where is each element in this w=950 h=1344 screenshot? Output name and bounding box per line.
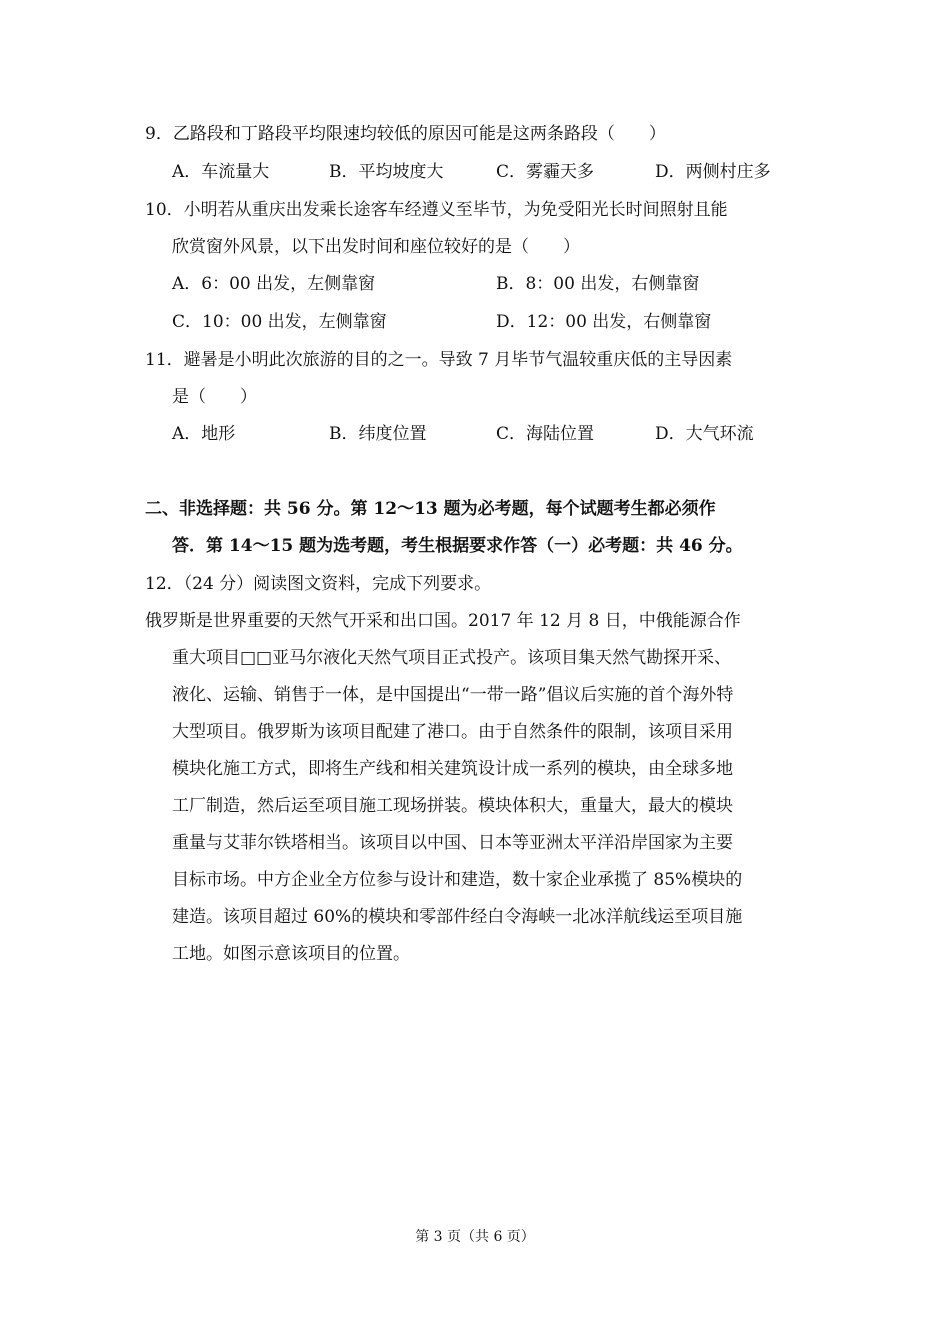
q10-stem-line1: 10．小明若从重庆出发乘长途客车经遵义至毕节，为免受阳光长时间照射且能 bbox=[145, 200, 728, 220]
q12-passage-line: 建造。该项目超过 60%的模块和零部件经白令海峡一北冰洋航线运至项目施 bbox=[172, 907, 743, 927]
q10-option-d: D．12：00 出发，右侧靠窗 bbox=[496, 312, 712, 332]
q9-option-b: B．平均坡度大 bbox=[329, 162, 444, 182]
q12-passage-line: 液化、运输、销售于一体，是中国提出“一带一路”倡议后实施的首个海外特 bbox=[172, 685, 734, 705]
q12-passage-line: 模块化施工方式，即将生产线和相关建筑设计成一系列的模块，由全球多地 bbox=[172, 759, 733, 779]
q10-option-b: B．8：00 出发，右侧靠窗 bbox=[496, 274, 700, 294]
q10-option-a: A．6：00 出发，左侧靠窗 bbox=[172, 274, 376, 294]
section2-heading-line2: 答．第 14～15 题为选考题，考生根据要求作答（一）必考题：共 46 分。 bbox=[172, 536, 743, 556]
q11-stem-line2: 是（ ） bbox=[172, 387, 257, 407]
q12-passage-line: 目标市场。中方企业全方位参与设计和建造，数十家企业承揽了 85%模块的 bbox=[172, 870, 743, 890]
q9-option-d: D．两侧村庄多 bbox=[655, 162, 771, 182]
q12-passage-line: 重大项目□□亚马尔液化天然气项目正式投产。该项目集天然气勘探开采、 bbox=[172, 648, 732, 668]
section2-heading-line1: 二、非选择题：共 56 分。第 12～13 题为必考题，每个试题考生都必须作 bbox=[145, 499, 716, 519]
q12-passage-line: 工厂制造，然后运至项目施工现场拼装。模块体积大，重量大，最大的模块 bbox=[172, 796, 733, 816]
q11-stem-line1: 11．避暑是小明此次旅游的目的之一。导致 7 月毕节气温较重庆低的主导因素 bbox=[145, 350, 733, 370]
q12-passage-line: 重量与艾菲尔铁塔相当。该项目以中国、日本等亚洲太平洋沿岸国家为主要 bbox=[172, 833, 733, 853]
q12-stem: 12．（24 分）阅读图文资料，完成下列要求。 bbox=[145, 574, 492, 594]
q11-option-d: D．大气环流 bbox=[655, 424, 754, 444]
q10-stem-line2: 欣赏窗外风景，以下出发时间和座位较好的是（ ） bbox=[172, 237, 580, 257]
q11-option-a: A．地形 bbox=[172, 424, 236, 444]
q11-option-b: B．纬度位置 bbox=[329, 424, 427, 444]
q12-passage-line: 工地。如图示意该项目的位置。 bbox=[172, 944, 410, 964]
q12-passage-line: 俄罗斯是世界重要的天然气开采和出口国。2017 年 12 月 8 日，中俄能源合作 bbox=[145, 611, 741, 631]
q9-stem: 9．乙路段和丁路段平均限速均较低的原因可能是这两条路段（ ） bbox=[145, 124, 666, 144]
q10-option-c: C．10：00 出发，左侧靠窗 bbox=[172, 312, 387, 332]
q12-passage-line: 大型项目。俄罗斯为该项目配建了港口。由于自然条件的限制，该项目采用 bbox=[172, 722, 733, 742]
q9-option-c: C．雾霾天多 bbox=[496, 162, 595, 182]
q9-option-a: A．车流量大 bbox=[172, 162, 270, 182]
page-number: 第 3 页（共 6 页） bbox=[415, 1229, 535, 1245]
q11-option-c: C．海陆位置 bbox=[496, 424, 595, 444]
